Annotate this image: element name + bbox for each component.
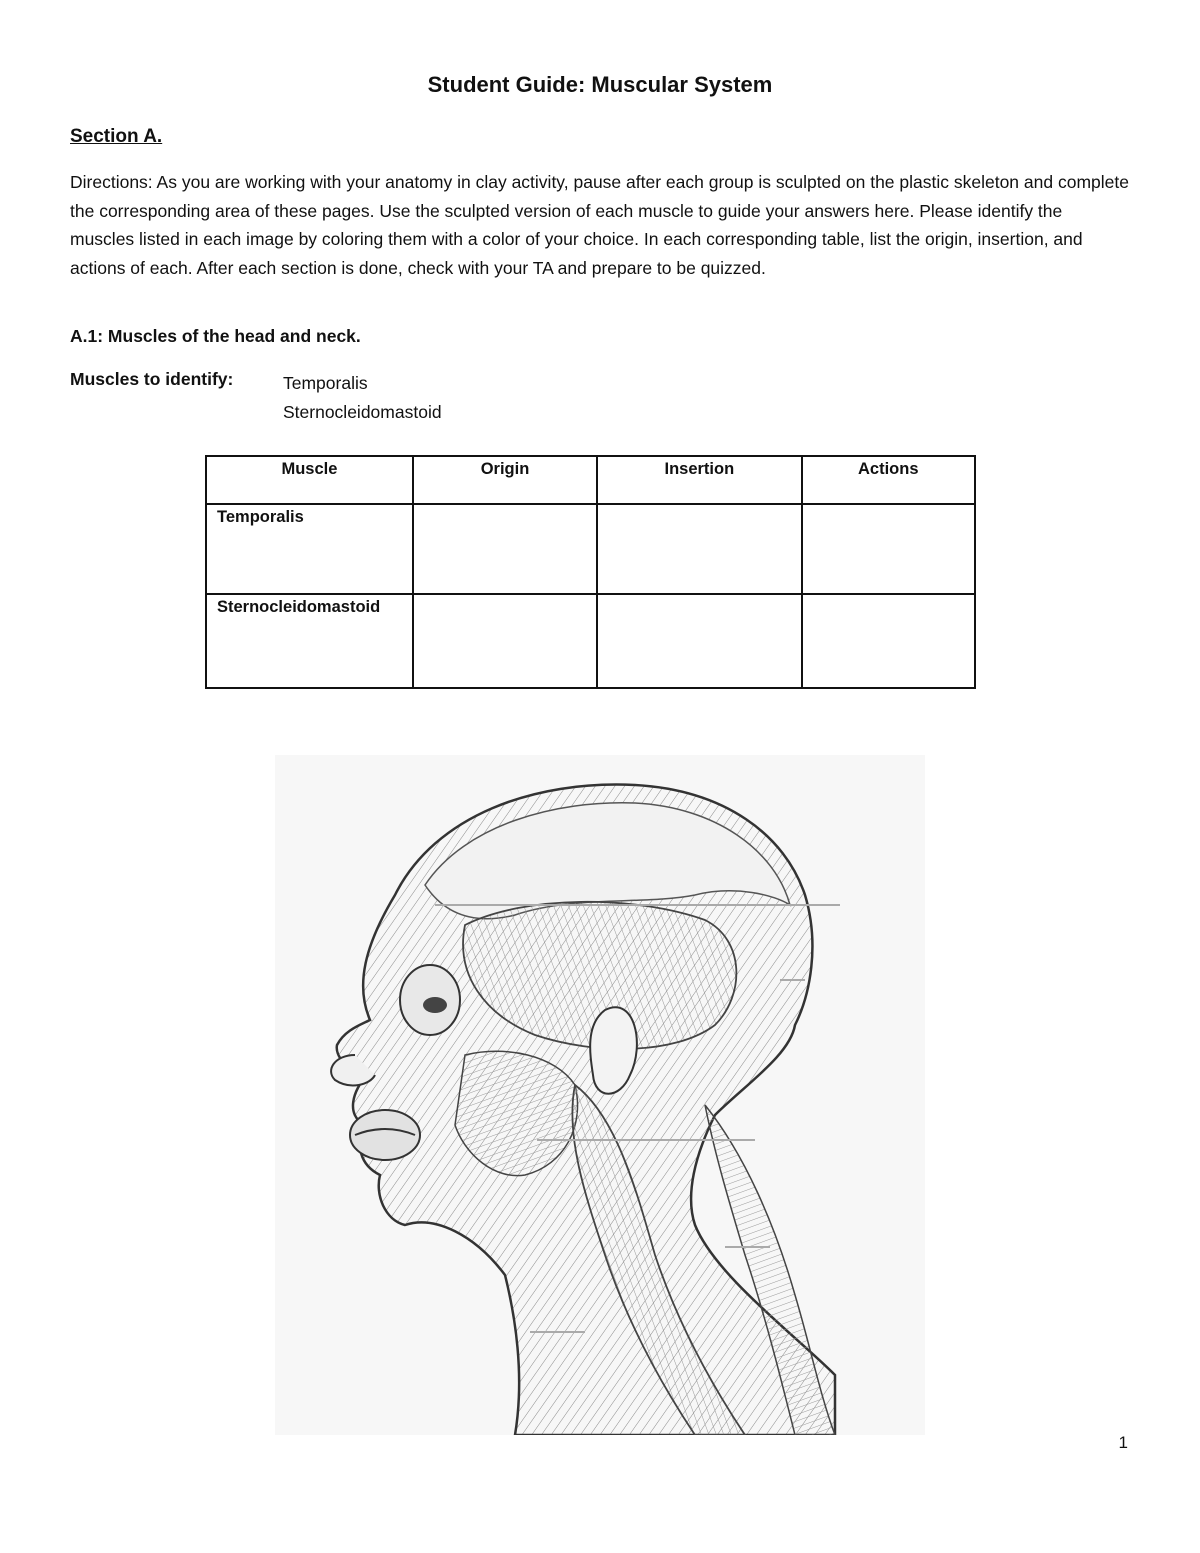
muscle-table — [205, 455, 976, 689]
subsection-heading: A.1: Muscles of the head and neck. — [70, 326, 361, 346]
header-origin: Origin — [413, 456, 597, 504]
muscles-to-identify-label: Muscles to identify: — [70, 369, 234, 389]
cell-insertion[interactable] — [597, 594, 801, 688]
page-number: 1 — [1118, 1433, 1128, 1452]
cell-actions[interactable] — [802, 504, 975, 594]
header-actions: Actions — [802, 456, 975, 504]
directions-paragraph: Directions: As you are working with your anatomy in clay activity, pause after each group is sculpted on the plastic skeleton and complete the corresponding area of these pages. Use the sculpted version of each muscle to guide your answers here. Please identify the muscles listed in each image by coloring them with a color of your choice. In each corresponding table, list the origin, insertion, and actions of each. After each section is done, check with your TA and prepare to be quizzed. — [70, 172, 1129, 278]
cell-origin[interactable] — [413, 594, 597, 688]
cell-insertion[interactable] — [597, 504, 801, 594]
cell-muscle: Temporalis — [206, 504, 413, 594]
identify-item-temporalis: Temporalis — [283, 373, 368, 393]
section-heading: Section A. — [70, 126, 163, 147]
identify-item-sternocleidomastoid: Sternocleidomastoid — [283, 402, 442, 422]
table-header-row — [206, 456, 975, 504]
header-muscle: Muscle — [206, 456, 413, 504]
document-title: Student Guide: Muscular System — [427, 72, 773, 97]
cell-muscle: Sternocleidomastoid — [206, 594, 413, 688]
cell-actions[interactable] — [802, 594, 975, 688]
head-neck-muscles-illustration-icon — [275, 755, 925, 1435]
table-row — [206, 594, 975, 688]
table-row — [206, 504, 975, 594]
cell-origin[interactable] — [413, 504, 597, 594]
header-insertion: Insertion — [597, 456, 801, 504]
muscles-to-identify-list — [283, 369, 442, 427]
